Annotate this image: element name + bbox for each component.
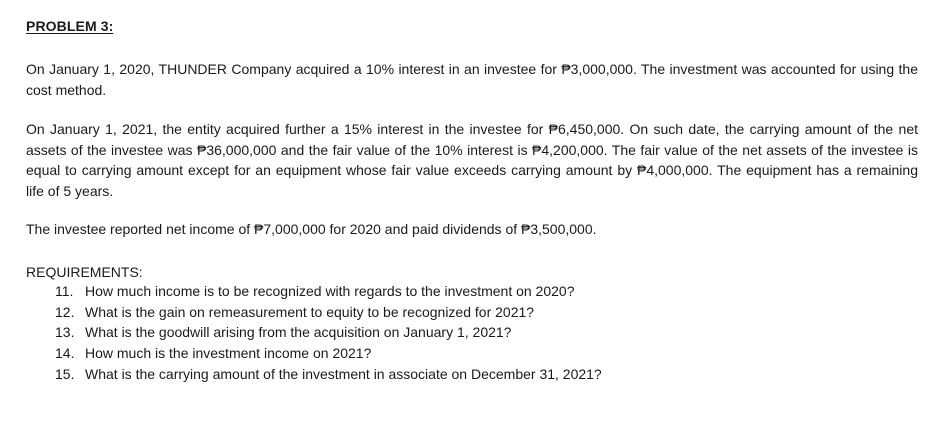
paragraph-initial-acquisition: On January 1, 2020, THUNDER Company acquired a 10% interest in an investee for ₱3,000,000. The investment was accounted for using the cost method.: [26, 61, 918, 98]
requirement-number: 15.: [55, 365, 75, 382]
paragraph-net-income: The investee reported net income of ₱7,000,000 for 2020 and paid dividends of ₱3,500,000.: [26, 221, 597, 237]
requirement-text: What is the goodwill arising from the acquisition on January 1, 2021?: [85, 324, 512, 341]
requirement-number: 12.: [55, 303, 75, 320]
requirements-title: REQUIREMENTS:: [26, 264, 143, 280]
requirement-text: How much is the investment income on 2021?: [85, 345, 372, 362]
requirements-list: [55, 281, 602, 385]
requirement-text: What is the carrying amount of the investment in associate on December 31, 2021?: [85, 365, 602, 382]
paragraph-further-acquisition: On January 1, 2021, the entity acquired further a 15% interest in the investee for ₱6,450,000. On such date, the carrying amount of the net assets of the investee was ₱36,000,000 and the fair value of the 10% interest is ₱4,200,000. The fair value of the net assets of the investee is equal to carrying amount except for an equipment whose fair value exceeds carrying amount by ₱4,000,000. The equipment has a remaining life of 5 years.: [26, 121, 918, 199]
requirement-number: 11.: [55, 283, 74, 299]
requirement-item: [55, 343, 602, 364]
requirement-number: 14.: [55, 345, 75, 362]
requirement-text: How much income is to be recognized with regards to the investment on 2020?: [85, 283, 575, 299]
requirement-item: [55, 322, 602, 343]
requirement-item: [55, 281, 602, 302]
problem-heading: PROBLEM 3:: [26, 18, 114, 34]
requirement-item: [55, 364, 602, 385]
requirement-number: 13.: [55, 324, 75, 341]
requirement-text: What is the gain on remeasurement to equity to be recognized for 2021?: [85, 303, 535, 320]
requirement-item: [55, 302, 602, 323]
